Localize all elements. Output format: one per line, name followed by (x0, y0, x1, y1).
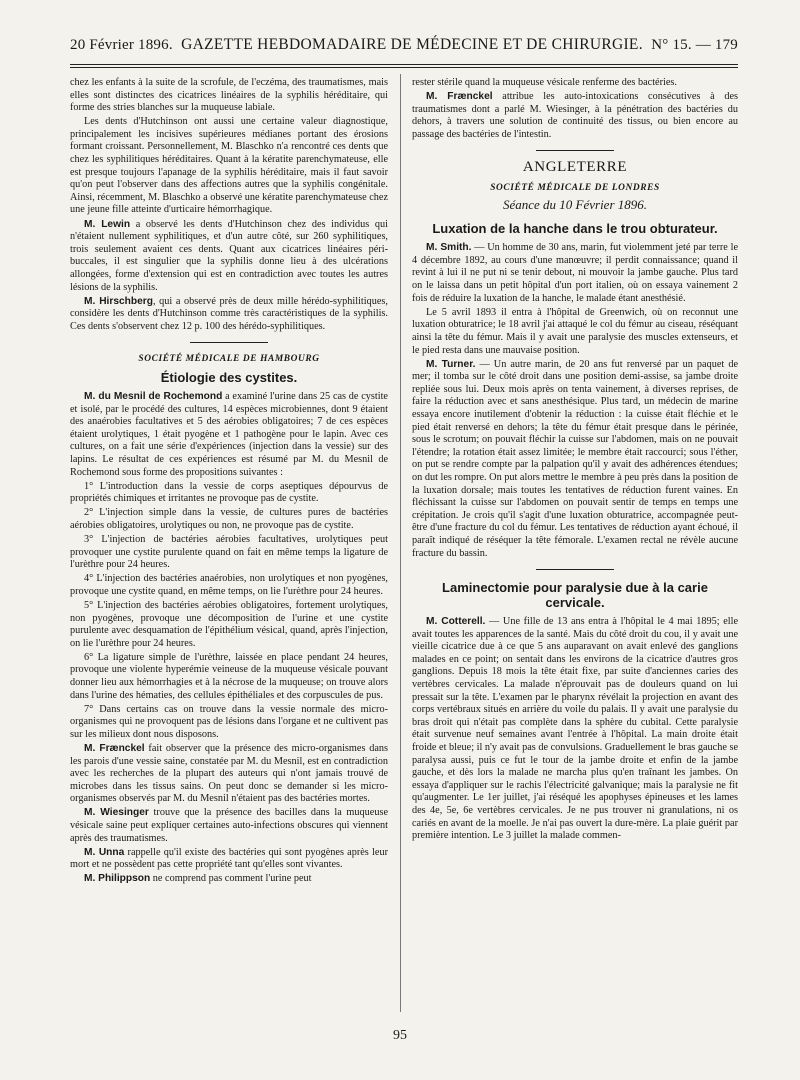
header-date: 20 Février 1896. (70, 37, 173, 53)
paragraph: M. Lewin a observé les dents d'Hutchinson chez des individus qui n'étaient nullement syphilitiques, et d'un autre côté, sur 260 syphilitiques, trois seulement avaient ces dents. Quant aux cicatrices linéaires péri-buccales, il est singulier que la syphilis donne lieu à des ulcérations allongées, forme d'extension qui est en contradiction avec toutes les autres lésions de la syphilis. (70, 218, 389, 293)
paragraph: M. Turner. — Un autre marin, de 20 ans fut renversé par un paquet de mer; il tomba sur le côté droit dans une position demi-assise, sa jambe droite repliée sous lui. Deux mois après on tenta vainement, à diverses reprises, de faire la réduction avec et sans anesthésique. Plus tard, un médecin de marine essaya encore inutilement d'obtenir la réduction : la cuisse était fléchie et le pied était renversé en dehors; la tête du fémur était presque dans le périnée, sous le scrotum; on pouvait fléchir la cuisse sur l'abdomen, mais on ne pouvait l'étendre; la rotation était assez limitée; le membre était raccourci; sous l'éther, on put se rendre compte par la palpation qu'il y avait des adhérences étendues; on dut les rompre. On put alors mettre le membre à peu près dans la position de la luxation dorsale; mais toutes les tentatives de réduction furent vaines. En fléchissant la cuisse sur l'abdomen on pouvait sentir de temps en temps une crépitation. Je crois qu'il s'agit d'une luxation obturatrice, accompagnée peut-être d'une fracture du col du fémur. Les tentatives de réduction ayant échoué, il paraît indiqué de réséquer la tête fémorale. L'examen rectal ne révèle aucune fracture du bassin. (412, 358, 738, 559)
section-title: Luxation de la hanche dans le trou obturateur. (432, 221, 718, 237)
paragraph: Le 5 avril 1893 il entra à l'hôpital de Greenwich, où on reconnut une luxation obturatrice; le 18 avril j'ai attaqué le col du fémur au ciseau, réséquant ainsi la tête du fémur. Mais il y avait une paralysie des muscles extenseurs, et le pied resta dans une mauvaise position. (412, 306, 738, 356)
paragraph: M. Smith. — Un homme de 30 ans, marin, fut violemment jeté par terre le 4 décembre 1892, au cours d'une manœuvre; il perdit connaissance; quand il revint à lui il ne put ni se tenir debout, ni mouvoir la jambe gauche. Plus tard on le laissa dans un petit hôpital d'un port italien, où on essaya vainement 2 fois de réduire la luxation de la hanche, le malade étant anesthésié. (412, 242, 738, 304)
paragraph: M. Cotterell. — Une fille de 13 ans entra à l'hôpital le 4 mai 1895; elle avait toutes les apparences de la santé. Mais du côté droit du cou, il y avait une vieille cicatrice due à ce que 5 ans auparavant on avait enlevé des ganglions malades en ce point; on sentait dans les environs de la cicatrice d'autres gros ganglions. Depuis 18 mois la tête était fixe, par suite d'anciennes caries des vertèbres cervicales. La malade n'éprouvait pas de douleurs quand on lui pressait sur la tête. L'examen par le pharynx révélait la projection en avant des corps vertébraux situés en arrière du voile du palais. Il y avait une paralysie du bras droit qui n'était pas complète dans la sphère du cubital. Cette paralysie était survenue neuf semaines avant l'entrée à l'hôpital. La main droite était froide et bleue; il n'y avait pas de convulsions. Graduellement le bras gauche se paralysa aussi, puis ce fut le tour de la jambe droite et enfin de la jambe gauche, et dès lors la malade ne marcha plus qu'en traînant les jambes. On essaya d'appliquer sur le rachis l'électricité galvanique; mais la paralysie ne fit qu'augmenter. Le 1er juillet, j'ai réséqué les apophyses épineuses et les lames des 4e, 5e, 6e vertèbres cervicales. Je ne pus trouver ni granulations, ni os cariés en avant de la moelle. Je n'ai pas ouvert la dure-mère. La plaie guérit par première intention. Le 3 juillet la malade commen- (412, 616, 738, 842)
list-item: 3° L'injection de bactéries aérobies facultatives, urolytiques peut provoquer une cystite purulente quand on fait en même temps la ligature de l'urèthre pour 24 heures. (70, 534, 388, 571)
issue-number: N° 15. — 179 (651, 37, 738, 53)
section-rule (536, 150, 614, 151)
page-number: 95 (393, 1028, 407, 1043)
country-heading: ANGLETERRE (522, 159, 628, 176)
header-rule (70, 64, 738, 65)
paragraph: chez les enfants à la suite de la scrofule, de l'eczéma, des traumatismes, mais elles sont distinctes des cicatrices linéaires de la syphilis héréditaire, qui forme des stries blanches sur la muqueuse labiale. (70, 77, 388, 114)
society-heading: SOCIÉTÉ MÉDICALE DE HAMBOURG (138, 354, 320, 365)
list-item: 1° L'introduction dans la vessie de corps aseptiques dépourvus de propriétés chimiques et irritantes ne provoque pas de cystite. (70, 480, 388, 505)
speaker-name: M. du Mesnil de Rochemond (84, 390, 223, 402)
list-item: 6° La ligature simple de l'urèthre, laissée en place pendant 24 heures, provoque une violente hyperémie veineuse de la muqueuse vésicale pouvant donner lieu aux hémorrhagies et à la nécrose de la muqueuse; on trouve alors dans l'urine des hématies, des cellules épithéliales et des corpuscules de pus. (70, 651, 388, 701)
list-item: 7° Dans certains cas on trouve dans la vessie normale des micro-organismes qui ne provoquent pas de lésions dans l'organe et ne cultivent pas sur les milieux dont nous disposons. (70, 703, 388, 740)
paragraph: M. Frænckel fait observer que la présence des micro-organismes dans les parois d'une vessie saine, constatée par M. du Mesnil, est en contradiction avec les recherches de la plupart des auteurs qui n'ont jamais trouvé de microbes dans les tissus sains. On peut donc se demander si les micro-organismes observés par M. du Mesnil n'étaient pas des bactéries mortes. (70, 743, 388, 805)
running-header (70, 36, 738, 58)
section-rule (536, 569, 614, 570)
section-title: Étiologie des cystites. (160, 369, 298, 385)
paragraph: Les dents d'Hutchinson ont aussi une certaine valeur diagnostique, principalement les incisives supérieures médianes portant des érosions formant croissant. Personnellement, M. Blaschko n'a rencontré ces dents que chez les syphilitiques héréditaires. Quant à la kératite parenchymateuse, elle est presque toujours l'apanage de la syphilis héréditaire, mais il faut savoir qu'on peut l'observer dans des affections autres que la syphilis congénitale. Ainsi, récemment, M. Blaschko a observé une kératite parenchymateuse chez une jeune fille atteinte d'urticaire hémorrhagique. (70, 116, 388, 216)
journal-title: GAZETTE HEBDOMADAIRE DE MÉDECINE ET DE CHIRURGIE. (181, 36, 643, 53)
speaker-name: M. Lewin (84, 218, 131, 230)
paragraph: rester stérile quand la muqueuse vésicale renferme des bactéries. (412, 77, 677, 88)
speaker-name: M. Frænckel (426, 91, 493, 103)
column-divider (400, 74, 401, 1012)
list-item: 2° L'injection simple dans la vessie, de cultures pures de bactéries aérobies obligatoires, urolytiques ou non, ne provoque pas de cystite. (70, 507, 388, 531)
paragraph: M. Unna rappelle qu'il existe des bactéries qui sont pyogènes après leur mort et ne possèdent pas cette propriété tant qu'elles sont vivantes. (70, 846, 388, 871)
paragraph: M. Wiesinger trouve que la présence des bacilles dans la muqueuse vésicale saine peut expliquer certaines auto-infections obscures qui viennent après des traumatismes. (70, 807, 388, 844)
speaker-name: M. Unna (84, 846, 125, 858)
section-title: Laminectomie pour paralysie due à la carie cervicale. (442, 580, 708, 611)
speaker-name: M. Philippson (84, 873, 151, 885)
header-rule (70, 67, 738, 68)
paragraph: M. Hirschberg, qui a observé près de deux mille hérédo-syphilitiques, considère les dents d'Hutchinson comme très caractéristiques de la syphilis. Ces dents s'observent chez 12 p. 100 des hérédo-syphilitiques. (70, 295, 388, 332)
paragraph: M. Frænckel attribue les auto-intoxications consécutives à des traumatismes dont a parlé M. Wiesinger, à la pénétration des bactéries du dehors, à travers une solution de continuité des tissus, ou bien encore au passage des bactéries de l'intestin. (412, 91, 738, 140)
section-rule (190, 342, 268, 343)
list-item: 4° L'injection des bactéries anaérobies, non urolytiques et non pyogènes, provoque une cystite quand, en même temps, on lie l'urèthre pour 24 heures. (70, 573, 388, 597)
speaker-name: M. Hirschberg (84, 295, 153, 307)
session-date: Séance du 10 Février 1896. (502, 196, 648, 212)
speaker-name: M. Wiesinger (84, 807, 149, 819)
list-item: 5° L'injection des bactéries aérobies obligatoires, fortement urolytiques, non pyogènes, provoque une décomposition de l'urine et une cystite purulente avec desquamation de l'épithélium vésical, quand, après l'injection, on lie l'urèthre pour 24 heures. (70, 599, 388, 649)
speaker-name: M. Smith. (426, 242, 472, 254)
speaker-name: M. Frænckel (84, 743, 145, 754)
speaker-name: M. Cotterell. (426, 616, 486, 628)
right-column (412, 77, 738, 844)
society-heading: SOCIÉTÉ MÉDICALE DE LONDRES (490, 183, 660, 194)
speaker-name: M. Turner. (426, 358, 476, 370)
paragraph: M. Philippson ne comprend pas comment l'urine peut (84, 873, 312, 885)
paragraph: M. du Mesnil de Rochemond a examiné l'urine dans 25 cas de cystite et isolé, par le procédé des cultures, 14 espèces microbiennes, dont 9 étaient des anaérobies facultatives et 5 des aérobies obligatoires; 7 de ces espèces étaient urolytiques, 1 était pyogène et 1 pathogène pour le lapin. Avec ces cultures, on a fait une série d'expériences (injection dans la vessie) sur des lapins. Le résultat de ces expériences est résumé par M. du Mesnil de Rochemond sous forme des propositions suivantes : (70, 390, 388, 478)
left-column (70, 77, 388, 888)
